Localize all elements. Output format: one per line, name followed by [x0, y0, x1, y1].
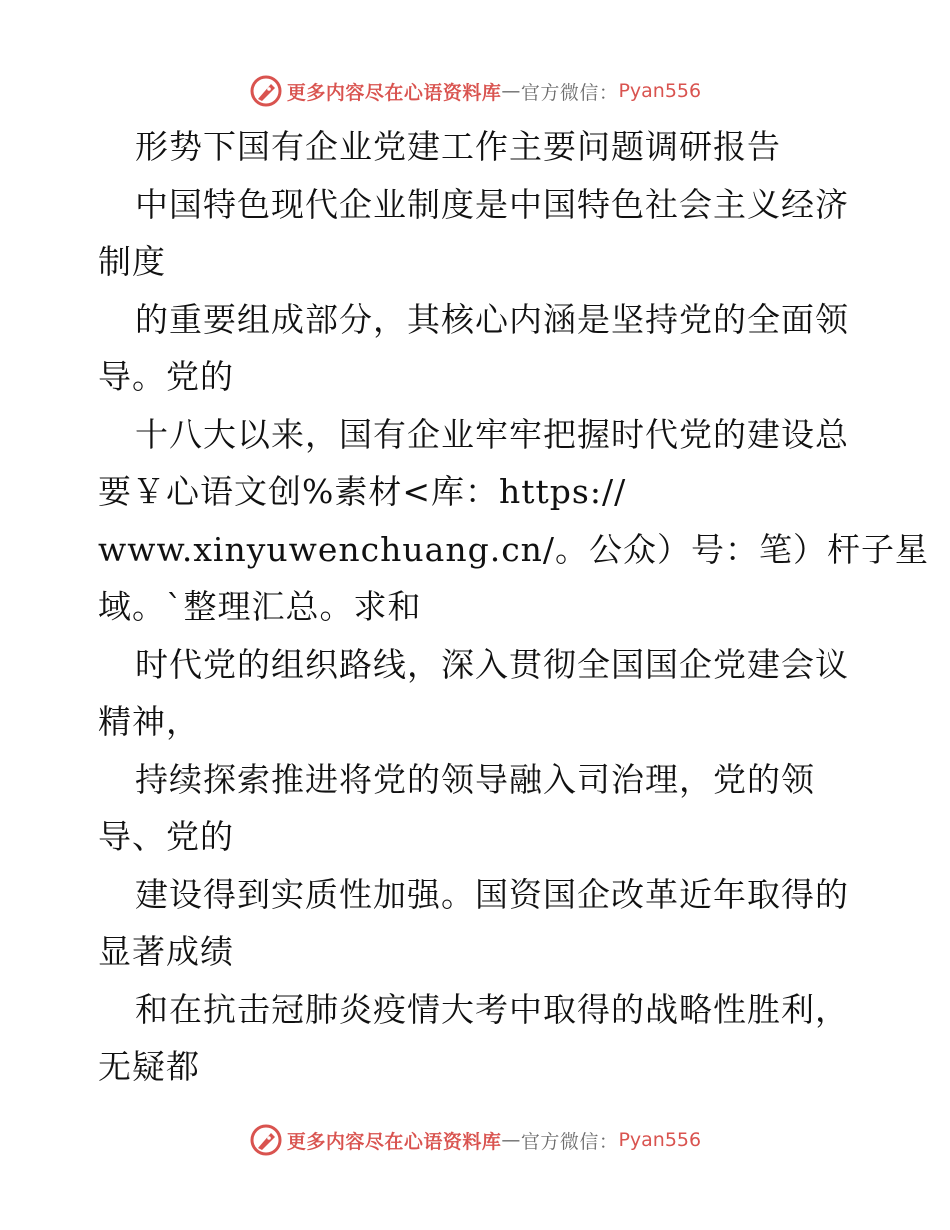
paragraph-line: 十八大以来，国有企业牢牢把握时代党的建设总 — [135, 414, 849, 454]
document-body — [98, 118, 930, 1096]
pen-nib-logo-icon — [249, 74, 283, 108]
banner-separator: — — [501, 80, 521, 102]
paragraph-line: 要￥心语文创%素材<库：https:// — [98, 472, 627, 511]
pen-nib-logo-icon — [249, 1123, 283, 1157]
paragraph-line: 的重要组成部分，其核心内涵是坚持党的全面领 — [135, 299, 849, 339]
banner-wechat-account: Pyan556 — [618, 1129, 702, 1151]
banner-wechat-label: 官方微信： — [520, 81, 619, 104]
paragraph-line: 建设得到实质性加强。国资国企改革近年取得的 — [135, 874, 849, 914]
paragraph-line: 显著成绩 — [98, 932, 234, 971]
paragraph-line: 和在抗击冠肺炎疫情大考中取得的战略性胜利， — [135, 989, 849, 1029]
banner-site-text: 更多内容尽在心语资料库 — [286, 81, 502, 104]
header-watermark-banner — [0, 71, 950, 111]
paragraph-line: 精神， — [98, 702, 200, 741]
paragraph-line: 制度 — [98, 242, 166, 281]
paragraph-line: 中国特色现代企业制度是中国特色社会主义经济 — [135, 184, 849, 224]
paragraph-line: 导。党的 — [98, 357, 234, 396]
paragraph-line: 域。`整理汇总。求和 — [98, 587, 422, 626]
paragraph-line: 无疑都 — [98, 1047, 200, 1086]
banner-wechat-account: Pyan556 — [618, 80, 702, 102]
document-title: 形势下国有企业党建工作主要问题调研报告 — [135, 127, 781, 166]
footer-watermark-banner — [0, 1120, 950, 1160]
banner-separator: — — [501, 1129, 521, 1151]
paragraph-line: 导、党的 — [98, 817, 234, 856]
banner-wechat-label: 官方微信： — [520, 1130, 619, 1153]
paragraph-line: 时代党的组织路线，深入贯彻全国国企党建会议 — [135, 644, 849, 684]
banner-site-text: 更多内容尽在心语资料库 — [286, 1130, 502, 1153]
paragraph-line: 持续探索推进将党的领导融入司治理，党的领 — [135, 759, 815, 799]
paragraph-line: www.xinyuwenchuang.cn/。公众）号：笔）杆子星 — [98, 529, 930, 569]
